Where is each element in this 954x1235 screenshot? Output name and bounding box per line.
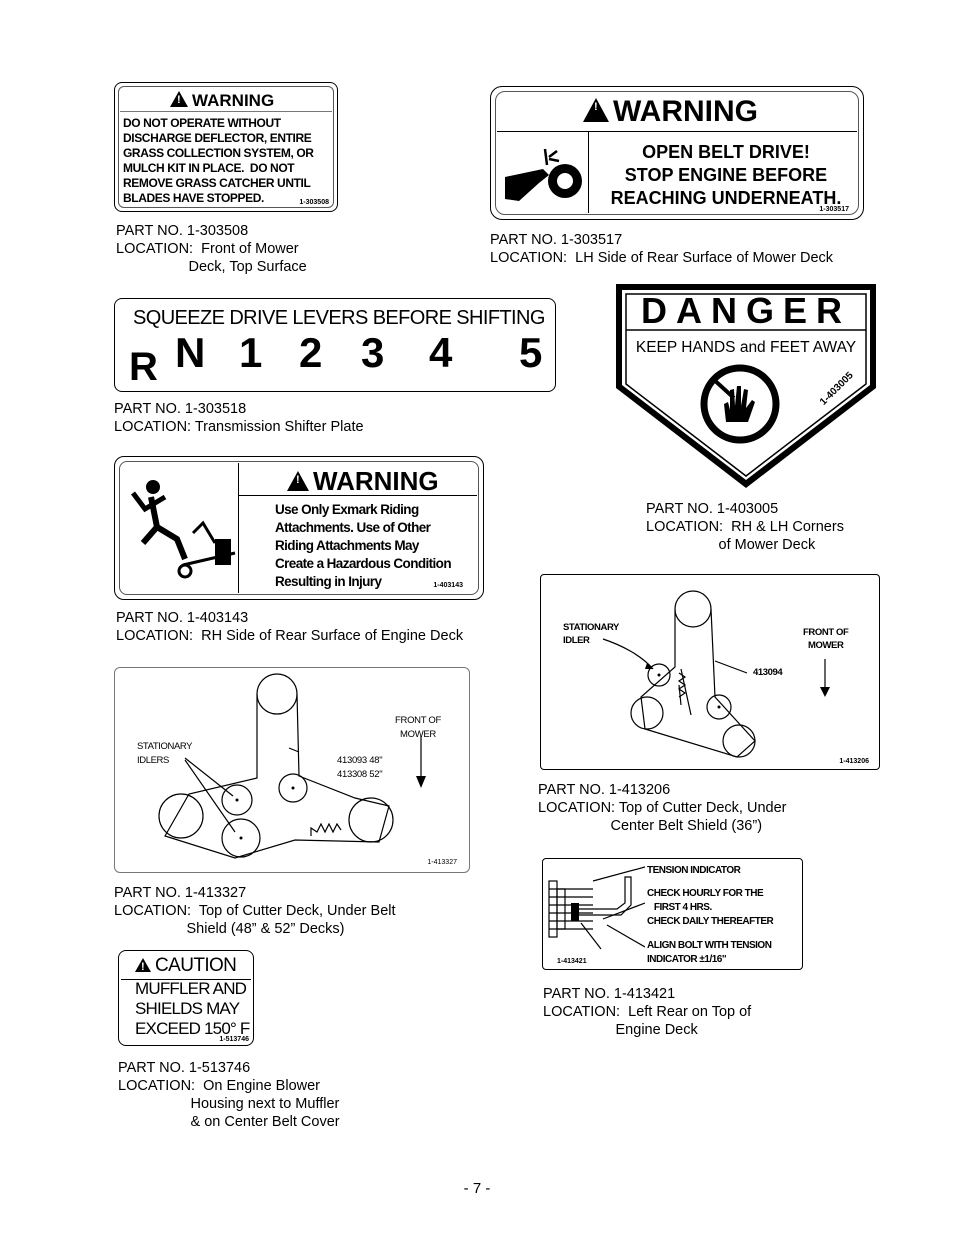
warning-body: Use Only Exmark Riding Attachments. Use of Other Riding Attachments May Create a Hazardous Condition Resulting in Injury (275, 502, 451, 589)
warning-body: DO NOT OPERATE WITHOUT DISCHARGE DEFLECTOR, ENTIRE GRASS COLLECTION SYSTEM, OR MULCH KIT IN PLACE. DO NOT REMOVE GRASS CATCHER UNTIL BLADES HAVE STOPPED. (123, 116, 314, 205)
decal-303508 (114, 82, 338, 212)
caption-413327: PART NO. 1-413327 LOCATION: Top of Cutter Deck, Under Belt Shield (48” & 52” Decks) (114, 885, 396, 937)
part-code: 1-413421 (557, 958, 587, 965)
danger-heading: DANGER (640, 290, 851, 331)
caption-413421: PART NO. 1-413421 LOCATION: Left Rear on Top of Engine Deck (543, 986, 752, 1038)
tension-indicator-diagram-icon (545, 863, 645, 959)
caption-303508: PART NO. 1-303508 LOCATION: Front of Mower Deck, Top Surface (116, 223, 307, 275)
align-label: ALIGN BOLT WITH TENSION INDICATOR ±1/16" (647, 940, 772, 965)
warning-heading: !WARNING (170, 91, 274, 111)
danger-body: KEEP HANDS and FEET AWAY (635, 339, 857, 356)
front-label: FRONT OF MOWER (803, 627, 849, 651)
warning-heading: !WARNING (583, 95, 758, 129)
warning-triangle-icon (170, 91, 188, 107)
decal-413327 (114, 667, 470, 873)
hand-prohibited-icon (700, 364, 780, 444)
gear-4: 4 (429, 329, 453, 376)
decal-513746 (118, 950, 254, 1046)
caption-303518: PART NO. 1-303518 LOCATION: Transmission Shifter Plate (114, 401, 364, 435)
caution-heading: !CAUTION (135, 955, 236, 977)
warning-body: OPEN BELT DRIVE! STOP ENGINE BEFORE REACHING UNDERNEATH. (610, 142, 842, 208)
part-code: 1-303508 (299, 199, 329, 206)
warning-triangle-icon (583, 98, 609, 122)
front-label: FRONT OF MOWER (395, 715, 441, 740)
caption-303517: PART NO. 1-303517 LOCATION: LH Side of Rear Surface of Mower Deck (490, 232, 834, 266)
decal-413421 (542, 858, 803, 970)
belt-label: 413093 48" 413308 52" (337, 755, 383, 780)
gear-2: 2 (299, 329, 323, 376)
tension-label: TENSION INDICATOR (647, 865, 741, 876)
warning-triangle-icon (287, 471, 309, 491)
gear-5: 5 (519, 329, 543, 376)
part-code: 1-303517 (819, 206, 849, 213)
idlers-label: STATIONARY IDLERS (137, 741, 193, 766)
gear-1: 1 (239, 329, 263, 376)
decal-403143 (114, 456, 484, 600)
caption-403005: PART NO. 1-403005 LOCATION: RH & LH Corners of Mower Deck (646, 501, 844, 553)
belt-routing-diagram-icon (541, 575, 881, 771)
warning-triangle-icon (135, 958, 151, 972)
shifter-heading: SQUEEZE DRIVE LEVERS BEFORE SHIFTING (133, 307, 545, 329)
warning-heading: !WARNING (287, 466, 439, 497)
decal-413206 (540, 574, 880, 770)
decal-303517 (490, 86, 864, 220)
gear-n: N (175, 329, 206, 376)
idler-label: STATIONARY IDLER (563, 622, 619, 646)
belt-routing-diagram-icon (115, 668, 471, 874)
caption-403143: PART NO. 1-403143 LOCATION: RH Side of Rear Surface of Engine Deck (116, 610, 464, 644)
decal-303518 (114, 298, 556, 392)
decal-403005 (612, 280, 880, 492)
page-number: - 7 - (463, 1180, 491, 1197)
part-code: 1-403143 (433, 582, 463, 589)
gear-r: R (129, 345, 158, 389)
part-code: 1-413206 (839, 758, 869, 765)
part-code: 1-513746 (219, 1036, 249, 1043)
caption-413206: PART NO. 1-413206 LOCATION: Top of Cutter Deck, Under Center Belt Shield (36”) (538, 782, 787, 834)
gear-3: 3 (361, 329, 385, 376)
caption-513746: PART NO. 1-513746 LOCATION: On Engine Blower Housing next to Muffler & on Center Belt Cover (118, 1060, 340, 1130)
rider-falling-pictogram-icon (123, 473, 238, 588)
belt-label: 413094 (753, 667, 783, 678)
part-code: 1-403005 (818, 370, 856, 408)
part-code: 1-413327 (427, 859, 457, 866)
check-label: CHECK HOURLY FOR THE FIRST 4 HRS. CHECK DAILY THEREAFTER (647, 888, 774, 927)
hand-belt-pictogram-icon (499, 135, 587, 213)
caution-body: MUFFLER AND SHIELDS MAY EXCEED 150° F (135, 979, 250, 1038)
